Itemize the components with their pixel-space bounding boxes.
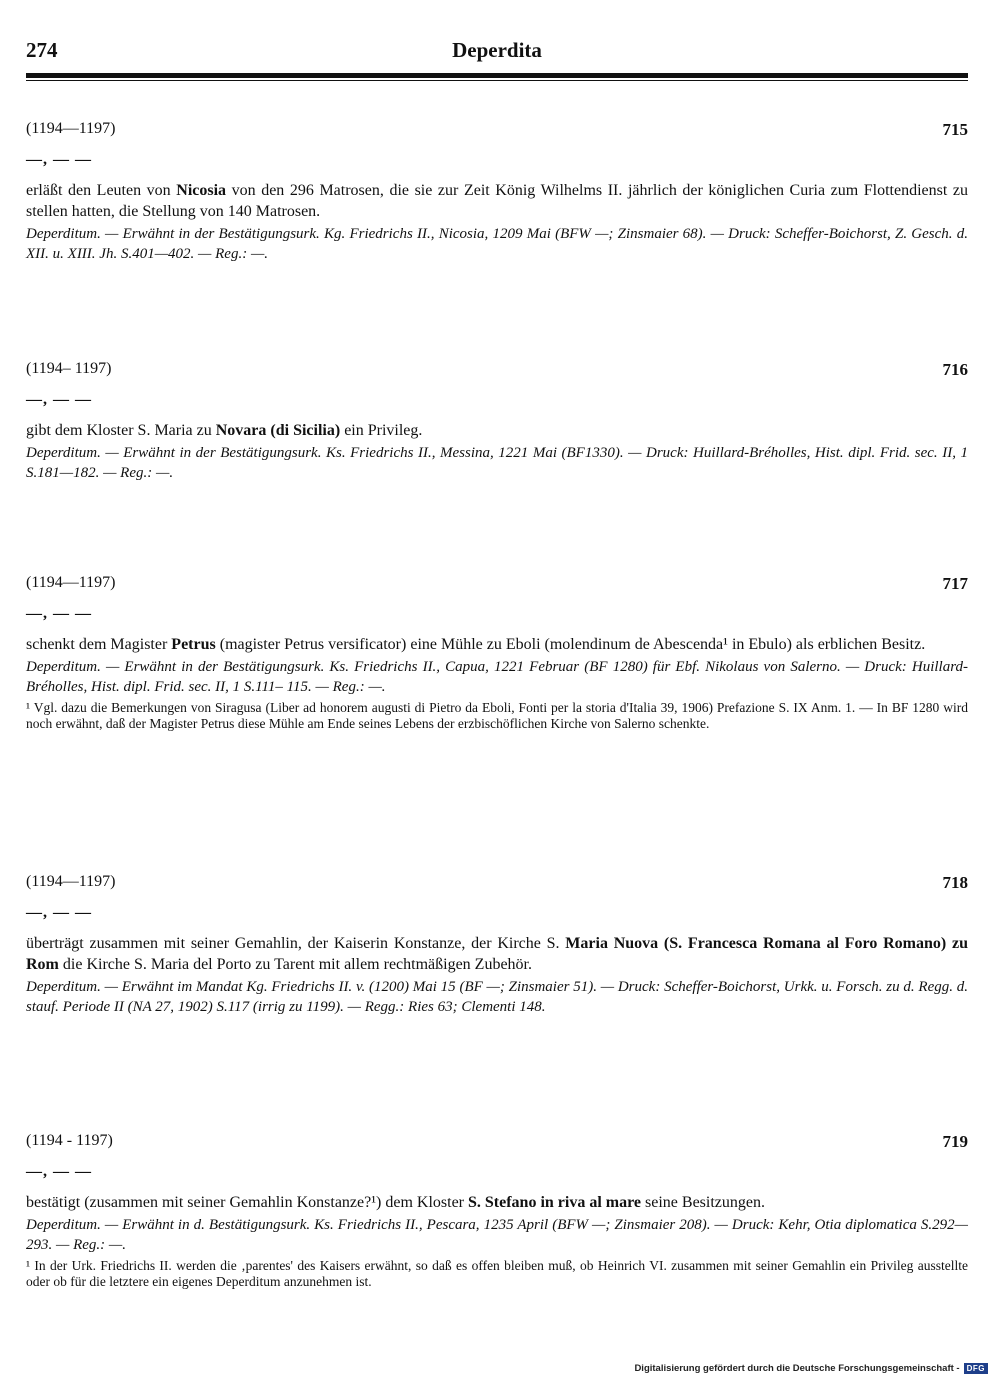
entry-place: —, — — xyxy=(26,605,92,622)
running-title: Deperdita xyxy=(452,38,542,62)
entry-summary: überträgt zusammen mit seiner Gemahlin, der Kaiserin Konstanze, der Kirche S. Maria Nuova (S. Francesca Romana al Foro Romano) zu Rom die Kirche S. Maria del Porto zu Tarent mit allem rechtmäßigen Zubehör. xyxy=(26,935,969,973)
entry-summary: bestätigt (zusammen mit seiner Gemahlin Konstanze?¹) dem Kloster S. Stefano in riva al mare seine Besitzungen. xyxy=(26,1194,765,1211)
entry-number: 719 xyxy=(942,1132,968,1151)
entry-date: (1194—1197) xyxy=(26,873,116,890)
entry-apparatus: Deperditum. — Erwähnt in der Bestätigungsurk. Kg. Friedrichs II., Nicosia, 1209 Mai (BFW —; Zinsmaier 68). — Druck: Scheffer-Boichorst, Z. Gesch. d. XII. u. XIII. Jh. S.401—402. — Reg.: —. xyxy=(26,226,968,262)
page-header xyxy=(26,38,968,68)
entry-summary: gibt dem Kloster S. Maria zu Novara (di Sicilia) ein Privileg. xyxy=(26,422,423,439)
entry-719 xyxy=(26,1132,968,1290)
entry-number: 718 xyxy=(942,873,968,892)
entry-footnote: ¹ Vgl. dazu die Bemerkungen von Siragusa (Liber ad honorem augusti di Pietro da Eboli, Fonti per la storia d'Italia 39, 1906) Prefazione S. IX Anm. 1. — In BF 1280 wird noch erwähnt, daß der Magister Petrus diese Mühle am Ende seines Lebens der erzbischöflichen Kirche von Salerno schenkte. xyxy=(26,700,968,731)
entry-date: (1194– 1197) xyxy=(26,360,112,377)
entry-apparatus: Deperditum. — Erwähnt in der Bestätigungsurk. Ks. Friedrichs II., Capua, 1221 Februar (BF 1280) für Ebf. Nikolaus von Salerno. — Druck: Huillard-Bréholles, Hist. dipl. Frid. sec. II, 1 S.111– 115. — Reg.: —. xyxy=(26,659,968,695)
footer-text: Digitalisierung gefördert durch die Deutsche Forschungsgemeinschaft - xyxy=(634,1363,960,1374)
entry-place: —, — — xyxy=(26,391,92,408)
dfg-logo-icon: DFG xyxy=(964,1363,988,1374)
entry-summary: schenkt dem Magister Petrus (magister Petrus versificator) eine Mühle zu Eboli (molendinum de Abescenda¹ in Ebulo) als erblichen Besitz. xyxy=(26,636,926,653)
entry-number: 716 xyxy=(942,360,968,379)
person-name: Petrus xyxy=(171,636,216,653)
entry-summary: erläßt den Leuten von Nicosia von den 296 Matrosen, die sie zur Zeit König Wilhelms II. jährlich der königlichen Curia zum Flottendienst zu stellen hatten, die Stellung von 140 Matrosen. xyxy=(26,182,968,220)
entry-718 xyxy=(26,873,968,1017)
entry-apparatus: Deperditum. — Erwähnt in der Bestätigungsurk. Ks. Friedrichs II., Messina, 1221 Mai (BF1330). — Druck: Huillard-Bréholles, Hist. dipl. Frid. sec. II, 1 S.181—182. — Reg.: —. xyxy=(26,445,968,481)
entry-footnote: ¹ In der Urk. Friedrichs II. werden die ‚parentes' des Kaisers erwähnt, so daß es offen bleiben muß, ob Heinrich VI. zusammen mit seiner Gemahlin ein Privileg ausstellte oder ob für die letztere ein eigenes Deperditum anzunehmen ist. xyxy=(26,1258,968,1289)
place-name: Maria Nuova (S. Francesca Romana al Foro Romano) zu Rom xyxy=(26,935,969,973)
entry-date: (1194—1197) xyxy=(26,574,116,591)
footer-credit xyxy=(634,1363,988,1374)
entry-716 xyxy=(26,360,968,483)
place-name: Novara (di Sicilia) xyxy=(215,422,341,439)
page-number: 274 xyxy=(26,38,58,62)
header-rule-thin xyxy=(26,80,968,81)
entry-number: 717 xyxy=(942,574,968,593)
entry-apparatus: Deperditum. — Erwähnt im Mandat Kg. Friedrichs II. v. (1200) Mai 15 (BF —; Zinsmaier 51). — Druck: Scheffer-Boichorst, Urkk. u. Forsch. zu d. Regg. d. stauf. Periode II (NA 27, 1902) S.117 (irrig zu 1199). — Regg.: Ries 63; Clementi 148. xyxy=(26,979,968,1015)
entry-place: —, — — xyxy=(26,1163,92,1180)
entry-place: —, — — xyxy=(26,151,92,168)
entry-place: —, — — xyxy=(26,904,92,921)
entry-apparatus: Deperditum. — Erwähnt in d. Bestätigungsurk. Ks. Friedrichs II., Pescara, 1235 April (BFW —; Zinsmaier 208). — Druck: Kehr, Otia diplomatica S.292—293. — Reg.: —. xyxy=(26,1217,968,1253)
header-rule-thick xyxy=(26,73,968,78)
entry-number: 715 xyxy=(942,120,968,139)
place-name: Nicosia xyxy=(176,182,227,199)
entry-717 xyxy=(26,574,968,732)
entry-date: (1194 - 1197) xyxy=(26,1132,113,1149)
entry-715 xyxy=(26,120,968,264)
place-name: S. Stefano in riva al mare xyxy=(468,1194,642,1211)
entry-date: (1194—1197) xyxy=(26,120,116,137)
